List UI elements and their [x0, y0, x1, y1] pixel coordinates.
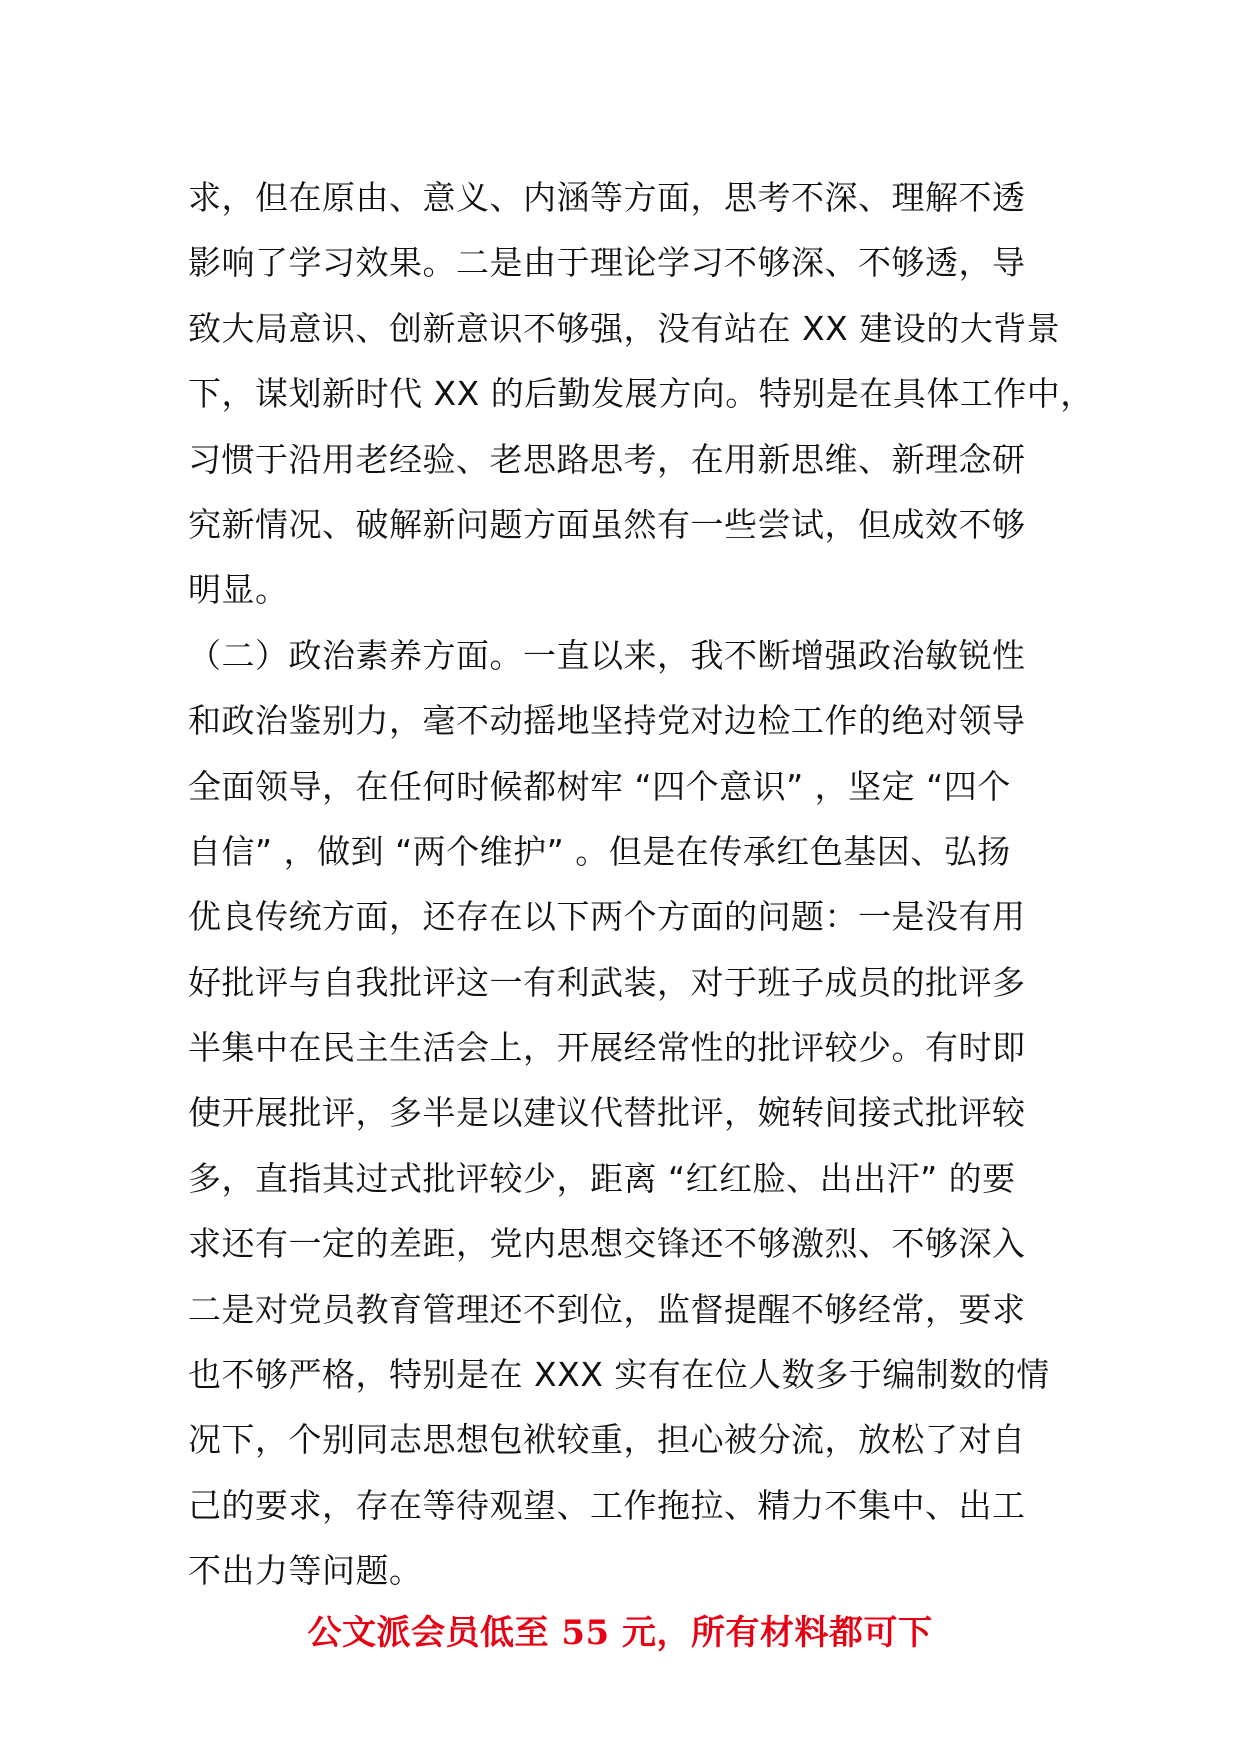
text-line: 使开展批评，多半是以建议代替批评，婉转间接式批评较 [188, 1093, 1026, 1133]
text-line: 二是对党员教育管理还不到位，监督提醒不够经常，要求 [188, 1289, 1026, 1329]
text-line: 致大局意识、创新意识不够强，没有站在 XX 建设的大背景 [188, 308, 1061, 348]
body-text [188, 165, 1094, 1604]
text-line: 求，但在原由、意义、内涵等方面，思考不深、理解不透 [188, 178, 1026, 217]
text-line: 明显。 [188, 570, 289, 610]
text-line: 影响了学习效果。二是由于理论学习不够深、不够透，导 [188, 243, 1026, 283]
text-line: 习惯于沿用老经验、老思路思考，在用新思维、新理念研 [188, 439, 1026, 479]
text-line: 求还有一定的差距，党内思想交锋还不够激烈、不够深入 [188, 1224, 1026, 1264]
text-line: 多，直指其过式批评较少，距离 “红红脸、出出汗” 的要 [188, 1158, 1016, 1198]
text-line: 下，谋划新时代 XX 的后勤发展方向。特别是在具体工作中， [188, 374, 1094, 414]
text-line: 不出力等问题。 [188, 1551, 423, 1591]
text-line: 半集中在民主生活会上，开展经常性的批评较少。有时即 [188, 1028, 1026, 1068]
section-heading-line: （二）政治素养方面。一直以来，我不断增强政治敏锐性 [188, 635, 1026, 675]
text-line: 优良传统方面，还存在以下两个方面的问题：一是没有用 [188, 897, 1026, 937]
promo-banner: 公文派会员低至 55 元，所有材料都可下 [307, 1613, 933, 1653]
text-line: 好批评与自我批评这一有利武装，对于班子成员的批评多 [188, 962, 1026, 1002]
text-line: 也不够严格，特别是在 XXX 实有在位人数多于编制数的情 [188, 1355, 1050, 1395]
text-line: 全面领导，在任何时候都树牢 “四个意识” ，坚定 “四个 [188, 766, 1011, 806]
text-line: 和政治鉴别力，毫不动摇地坚持党对边检工作的绝对领导 [188, 701, 1026, 741]
text-line: 自信” ，做到 “两个维护” 。但是在传承红色基因、弘扬 [188, 831, 1011, 871]
text-line: 究新情况、破解新问题方面虽然有一些尝试，但成效不够 [188, 504, 1026, 544]
text-line: 况下，个别同志思想包袱较重，担心被分流，放松了对自 [188, 1420, 1026, 1460]
text-line: 己的要求，存在等待观望、工作拖拉、精力不集中、出工 [188, 1485, 1026, 1525]
